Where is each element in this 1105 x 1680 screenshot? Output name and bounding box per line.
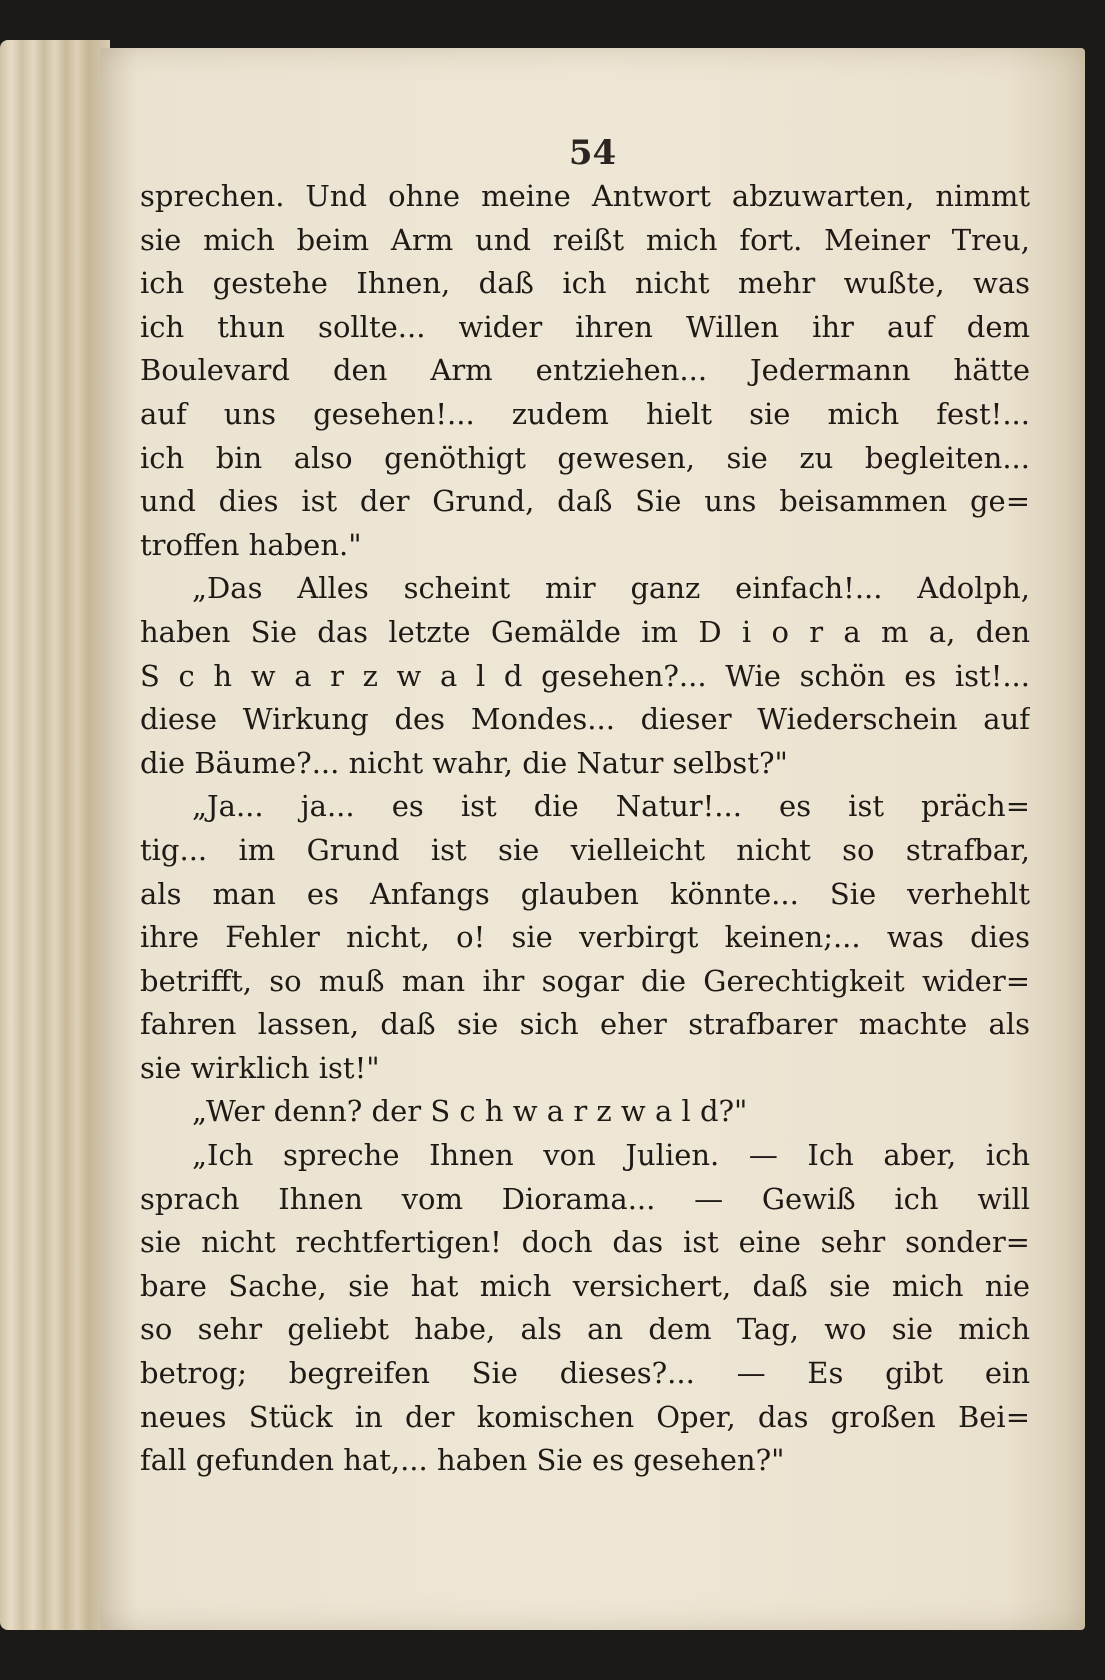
page-number: 54 [568, 133, 617, 173]
text-line: die Bäume?... nicht wahr, die Natur selbst?" [140, 745, 788, 780]
text-line: Boulevard den Arm entziehen... Jedermann hätte [140, 353, 1030, 388]
text-line: als man es Anfangs glauben könnte... Sie verhehlt [140, 876, 1030, 911]
text-line: fall gefunden hat,... haben Sie es gesehen?" [140, 1443, 785, 1478]
text-line: bare Sache, sie hat mich versichert, daß sie mich nie [140, 1268, 1030, 1303]
text-line: S c h w a r z w a l d gesehen?... Wie schön es ist!... [140, 658, 1030, 693]
text-line: sie wirklich ist!" [140, 1050, 380, 1085]
text-line: „Ja... ja... es ist die Natur!... es ist präch= [192, 789, 1030, 824]
text-line: „Das Alles scheint mir ganz einfach!... Adolph, [192, 571, 1030, 606]
text-line: fahren lassen, daß sie sich eher strafbarer machte als [140, 1007, 1030, 1042]
text-line: so sehr geliebt habe, als an dem Tag, wo sie mich [140, 1312, 1030, 1347]
text-line: auf uns gesehen!... zudem hielt sie mich fest!... [140, 396, 1030, 431]
page-edges [0, 40, 110, 1630]
text-line: „Wer denn? der S c h w a r z w a l d?" [192, 1094, 748, 1129]
text-line: diese Wirkung des Mondes... dieser Wiederschein auf [140, 702, 1030, 737]
text-line: betrog; begreifen Sie dieses?... — Es gibt ein [140, 1356, 1030, 1391]
text-line: sie nicht rechtfertigen! doch das ist eine sehr sonder= [140, 1225, 1030, 1260]
text-line: ihre Fehler nicht, o! sie verbirgt keinen;... was dies [140, 920, 1030, 955]
text-line: troffen haben." [140, 527, 362, 562]
text-line: betrifft, so muß man ihr sogar die Gerechtigkeit wider= [140, 963, 1030, 998]
text-line: sprach Ihnen vom Diorama... — Gewiß ich will [140, 1181, 1030, 1216]
text-line: neues Stück in der komischen Oper, das großen Bei= [140, 1399, 1030, 1434]
body-text [140, 175, 1030, 1483]
text-line: sie mich beim Arm und reißt mich fort. Meiner Treu, [140, 222, 1030, 257]
text-line: ich bin also genöthigt gewesen, sie zu begleiten... [140, 440, 1030, 475]
text-line: sprechen. Und ohne meine Antwort abzuwarten, nimmt [140, 179, 1030, 213]
text-line: tig... im Grund ist sie vielleicht nicht so strafbar, [140, 832, 1030, 867]
text-line: haben Sie das letzte Gemälde im D i o r a m a, den [140, 614, 1030, 649]
text-line: und dies ist der Grund, daß Sie uns beisammen ge= [140, 484, 1030, 519]
text-line: ich thun sollte... wider ihren Willen ihr auf dem [140, 309, 1030, 344]
text-line: ich gestehe Ihnen, daß ich nicht mehr wußte, was [140, 266, 1030, 301]
text-line: „Ich spreche Ihnen von Julien. — Ich aber, ich [192, 1138, 1030, 1173]
